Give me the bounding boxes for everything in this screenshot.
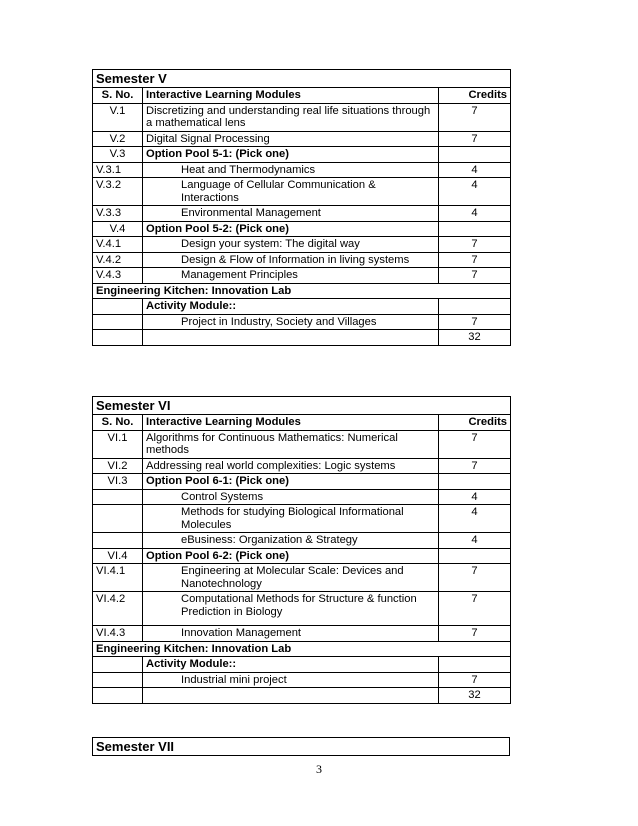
- semester-vii-table: [92, 737, 510, 756]
- row-credits: 4: [439, 178, 511, 206]
- row-credits: 4: [439, 162, 511, 178]
- activity-module-heading: Activity Module::: [143, 657, 439, 673]
- empty-cell: [93, 688, 143, 704]
- row-module: Industrial mini project: [143, 672, 439, 688]
- empty-cell: [93, 330, 143, 346]
- option-pool-heading: Option Pool 6-2: (Pick one): [143, 548, 439, 564]
- column-header-credits: Credits: [439, 415, 511, 431]
- row-credits: 7: [439, 103, 511, 131]
- activity-module-heading: Activity Module::: [143, 299, 439, 315]
- row-credits: 7: [439, 626, 511, 642]
- row-credits: 7: [439, 252, 511, 268]
- row-module: Project in Industry, Society and Villages: [143, 314, 439, 330]
- column-header-module: Interactive Learning Modules: [143, 88, 439, 104]
- row-sno: V.4.2: [93, 252, 143, 268]
- row-credits: [439, 474, 511, 490]
- table-row: [93, 314, 511, 330]
- row-module: Innovation Management: [143, 626, 439, 642]
- empty-cell: [93, 672, 143, 688]
- row-sno: V.4.3: [93, 268, 143, 284]
- row-module: Digital Signal Processing: [143, 131, 439, 147]
- table-row: [93, 489, 511, 505]
- table-row: [93, 103, 511, 131]
- table-row: [93, 505, 511, 533]
- table-row: [93, 672, 511, 688]
- row-sno: V.3.3: [93, 206, 143, 222]
- row-module: Engineering at Molecular Scale: Devices and Nanotechnology: [143, 564, 439, 592]
- table-row: [93, 533, 511, 549]
- row-sno: VI.3: [93, 474, 143, 490]
- row-module: Environmental Management: [143, 206, 439, 222]
- empty-cell: [439, 299, 511, 315]
- row-credits: 4: [439, 533, 511, 549]
- row-credits: [439, 221, 511, 237]
- empty-cell: [439, 657, 511, 673]
- row-credits: 7: [439, 314, 511, 330]
- table-row: [93, 430, 511, 458]
- row-sno: VI.4.1: [93, 564, 143, 592]
- table-row: [93, 131, 511, 147]
- row-module: Control Systems: [143, 489, 439, 505]
- semester-vi-table: [92, 396, 511, 704]
- row-sno: [93, 505, 143, 533]
- engineering-kitchen-heading: Engineering Kitchen: Innovation Lab: [93, 283, 511, 299]
- row-credits: 7: [439, 592, 511, 626]
- page-number: 3: [316, 762, 322, 776]
- row-sno: VI.2: [93, 458, 143, 474]
- row-module: Management Principles: [143, 268, 439, 284]
- table-row: [93, 548, 511, 564]
- table-row: [93, 592, 511, 626]
- total-credits: 32: [439, 330, 511, 346]
- table-row: [93, 206, 511, 222]
- row-credits: 7: [439, 430, 511, 458]
- table-row: [93, 626, 511, 642]
- row-sno: VI.1: [93, 430, 143, 458]
- row-module: Design & Flow of Information in living systems: [143, 252, 439, 268]
- row-sno: VI.4.3: [93, 626, 143, 642]
- option-pool-heading: Option Pool 5-1: (Pick one): [143, 147, 439, 163]
- semester-title: Semester VII: [93, 738, 510, 756]
- row-sno: V.4.1: [93, 237, 143, 253]
- row-sno: VI.4: [93, 548, 143, 564]
- column-header-module: Interactive Learning Modules: [143, 415, 439, 431]
- row-module: Language of Cellular Communication & Interactions: [143, 178, 439, 206]
- table-row: [93, 252, 511, 268]
- row-module: Discretizing and understanding real life situations through a mathematical lens: [143, 103, 439, 131]
- table-row: [93, 564, 511, 592]
- row-credits: [439, 147, 511, 163]
- row-credits: 7: [439, 672, 511, 688]
- table-row: [93, 237, 511, 253]
- row-module: Algorithms for Continuous Mathematics: Numerical methods: [143, 430, 439, 458]
- row-sno: V.4: [93, 221, 143, 237]
- option-pool-heading: Option Pool 5-2: (Pick one): [143, 221, 439, 237]
- row-module: eBusiness: Organization & Strategy: [143, 533, 439, 549]
- row-sno: V.3.2: [93, 178, 143, 206]
- row-module: Methods for studying Biological Informational Molecules: [143, 505, 439, 533]
- row-credits: 7: [439, 564, 511, 592]
- empty-cell: [143, 330, 439, 346]
- empty-cell: [143, 688, 439, 704]
- row-credits: 7: [439, 458, 511, 474]
- table-row: [93, 268, 511, 284]
- engineering-kitchen-heading: Engineering Kitchen: Innovation Lab: [93, 641, 511, 657]
- row-credits: [439, 548, 511, 564]
- semester-v-table: [92, 69, 511, 346]
- column-header-sno: S. No.: [93, 415, 143, 431]
- row-credits: 7: [439, 131, 511, 147]
- semester-title: Semester V: [93, 70, 511, 88]
- total-credits: 32: [439, 688, 511, 704]
- table-row: [93, 178, 511, 206]
- table-row: [93, 147, 511, 163]
- row-module: Heat and Thermodynamics: [143, 162, 439, 178]
- option-pool-heading: Option Pool 6-1: (Pick one): [143, 474, 439, 490]
- row-credits: 4: [439, 206, 511, 222]
- row-credits: 4: [439, 505, 511, 533]
- table-row: [93, 458, 511, 474]
- row-module: Computational Methods for Structure & function Prediction in Biology: [143, 592, 439, 626]
- empty-cell: [93, 657, 143, 673]
- empty-cell: [93, 299, 143, 315]
- row-credits: 4: [439, 489, 511, 505]
- row-module: Addressing real world complexities: Logic systems: [143, 458, 439, 474]
- row-sno: V.1: [93, 103, 143, 131]
- table-row: [93, 221, 511, 237]
- column-header-sno: S. No.: [93, 88, 143, 104]
- row-sno: V.3.1: [93, 162, 143, 178]
- row-sno: [93, 489, 143, 505]
- row-credits: 7: [439, 268, 511, 284]
- row-sno: [93, 533, 143, 549]
- table-row: [93, 474, 511, 490]
- row-sno: V.2: [93, 131, 143, 147]
- table-row: [93, 162, 511, 178]
- row-sno: V.3: [93, 147, 143, 163]
- row-module: Design your system: The digital way: [143, 237, 439, 253]
- semester-title: Semester VI: [93, 397, 511, 415]
- row-credits: 7: [439, 237, 511, 253]
- row-sno: VI.4.2: [93, 592, 143, 626]
- column-header-credits: Credits: [439, 88, 511, 104]
- empty-cell: [93, 314, 143, 330]
